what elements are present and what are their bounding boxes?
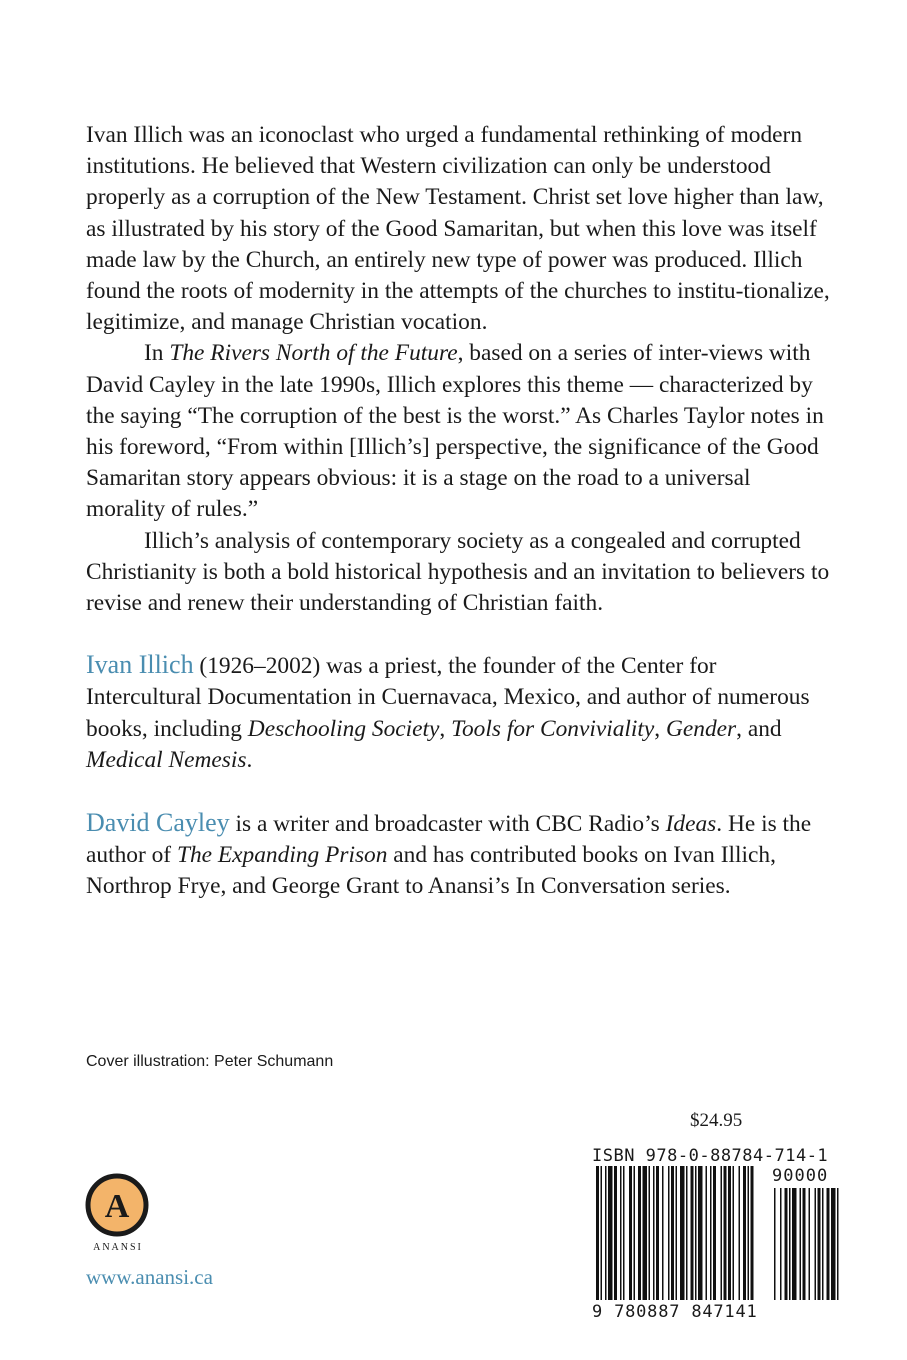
barcode-addon-number: 90000 — [772, 1166, 829, 1186]
barcode-bar — [662, 1166, 664, 1300]
barcode-bar — [634, 1166, 636, 1300]
barcode-addon-bar — [818, 1188, 821, 1300]
bio-text: , and — [736, 715, 782, 742]
barcode-bar — [695, 1166, 697, 1300]
barcode-addon-bar — [822, 1188, 824, 1300]
barcode-bar — [713, 1166, 716, 1300]
barcode-bar — [686, 1166, 688, 1300]
barcode-bar — [649, 1166, 651, 1300]
author-name-cayley: David Cayley — [86, 808, 230, 838]
cover-credit: Cover illustration: Peter Schumann — [86, 1053, 334, 1070]
barcode-addon-bar — [815, 1188, 817, 1300]
barcode-bar — [614, 1166, 617, 1300]
barcode-addon-bar — [780, 1188, 782, 1300]
book-title: Tools for Conviviality — [451, 715, 655, 742]
price-label: $24.95 — [690, 1110, 743, 1131]
barcode-addon-bar — [774, 1188, 776, 1300]
publisher-name: ANANSI — [93, 1242, 143, 1253]
bio-text: . — [246, 746, 253, 773]
book-title: Medical Nemesis — [86, 746, 247, 773]
blurb-p2-post: , based on a series of inter-views with David Cayley in the late 1990s, Illich explores this theme — characterized by the saying “The corruption of the best is the worst.” As Charles Taylor notes in his foreword, “From within [Illich’s] perspective, the significance of the Good Samaritan story appears obvious: it is a stage on the road to a universal morality of rules.” — [86, 340, 824, 523]
barcode-addon-bar — [837, 1188, 839, 1300]
barcode-bar — [653, 1166, 655, 1300]
barcode-addon-bar — [785, 1188, 788, 1300]
barcode-bar — [643, 1166, 648, 1300]
bio-text: . He is the author of — [86, 811, 812, 869]
bio-text: (1926–2002) was a priest, the founder of the Center for Intercultural Documentation in Cuernavaca, Mexico, and author of numerous books, including — [86, 653, 810, 742]
bio-text: , — [439, 715, 452, 742]
barcode-bar — [638, 1166, 641, 1300]
author-name-illich: Ivan Illich — [86, 650, 194, 680]
bio-text: is a writer and broadcaster with CBC Radio’s — [229, 811, 666, 838]
barcode-main-bars — [596, 1166, 754, 1300]
barcode-bar — [706, 1166, 708, 1300]
barcode-bar — [728, 1166, 731, 1300]
barcode-addon-bar — [827, 1188, 830, 1300]
publisher-url[interactable]: www.anansi.ca — [86, 1265, 213, 1289]
barcode-bar — [668, 1166, 670, 1300]
book-title-rivers: The Rivers North of the Future — [169, 340, 458, 367]
blurb-paragraph-2 — [86, 338, 831, 525]
barcode-bar — [710, 1166, 712, 1300]
barcode-bar — [691, 1166, 694, 1300]
isbn-label: ISBN 978-0-88784-714-1 — [592, 1146, 829, 1166]
back-cover-copy — [86, 120, 831, 903]
barcode-bar — [743, 1166, 746, 1300]
book-title: Deschooling Society — [247, 715, 440, 742]
barcode-bar — [748, 1166, 750, 1300]
barcode-bar — [629, 1166, 632, 1300]
barcode-bar — [680, 1166, 685, 1300]
author-bio-illich — [86, 649, 831, 776]
barcode-bar — [620, 1166, 622, 1300]
bio-text: , — [654, 715, 666, 742]
book-title: Gender — [666, 715, 737, 742]
barcode-addon-bar — [800, 1188, 802, 1300]
barcode-bar — [739, 1166, 741, 1300]
bio-text: and has contributed books on Ivan Illich, Northrop Frye, and George Grant to Anansi’s In Conversation series. — [86, 842, 776, 900]
barcode-bar — [676, 1166, 678, 1300]
barcode-bar — [596, 1166, 599, 1300]
barcode-bar — [671, 1166, 674, 1300]
barcode-bar — [605, 1166, 607, 1300]
barcode-bar — [656, 1166, 659, 1300]
barcode-addon-bar — [831, 1188, 836, 1300]
barcode-addon-bar — [809, 1188, 811, 1300]
barcode-addon-bar — [789, 1188, 791, 1300]
barcode-addon-bar — [803, 1188, 806, 1300]
barcode-addon-bars — [774, 1188, 839, 1300]
barcode-bar — [623, 1166, 625, 1300]
barcode-bar — [608, 1166, 613, 1300]
barcode-number: 9 780887 847141 — [592, 1302, 758, 1322]
book-title: The Expanding Prison — [176, 842, 388, 869]
barcode-bar — [733, 1166, 735, 1300]
logo-letter: A — [104, 1188, 130, 1225]
blurb-p2-pre: In — [144, 340, 170, 367]
barcode-addon-bar — [792, 1188, 797, 1300]
author-bio-cayley — [86, 807, 831, 903]
anansi-logo-icon — [84, 1172, 150, 1238]
blurb-paragraph-1: Ivan Illich was an iconoclast who urged a fundamental rethinking of modern institutions. He believed that Western civilization can only be understood properly as a corruption of the New Testament. Christ set love higher than law, as illustrated by his story of the Good Samaritan, but when this love was itself made law by the Church, an entirely new type of power was produced. Illich found the roots of modernity in the attempts of the churches to institu-tionalize, legitimize, and manage Christian vocation. — [86, 122, 830, 336]
blurb-paragraph-3: Illich’s analysis of contemporary society as a congealed and corrupted Christianity is both a bold historical hypothesis and an invitation to believers to revise and renew their understanding of Christian faith. — [86, 527, 830, 617]
barcode-bar — [698, 1166, 703, 1300]
barcode-bar — [601, 1166, 603, 1300]
barcode-bar — [721, 1166, 723, 1300]
barcode-bar — [751, 1166, 754, 1300]
show-title: Ideas — [665, 811, 717, 838]
barcode-bar — [724, 1166, 727, 1300]
